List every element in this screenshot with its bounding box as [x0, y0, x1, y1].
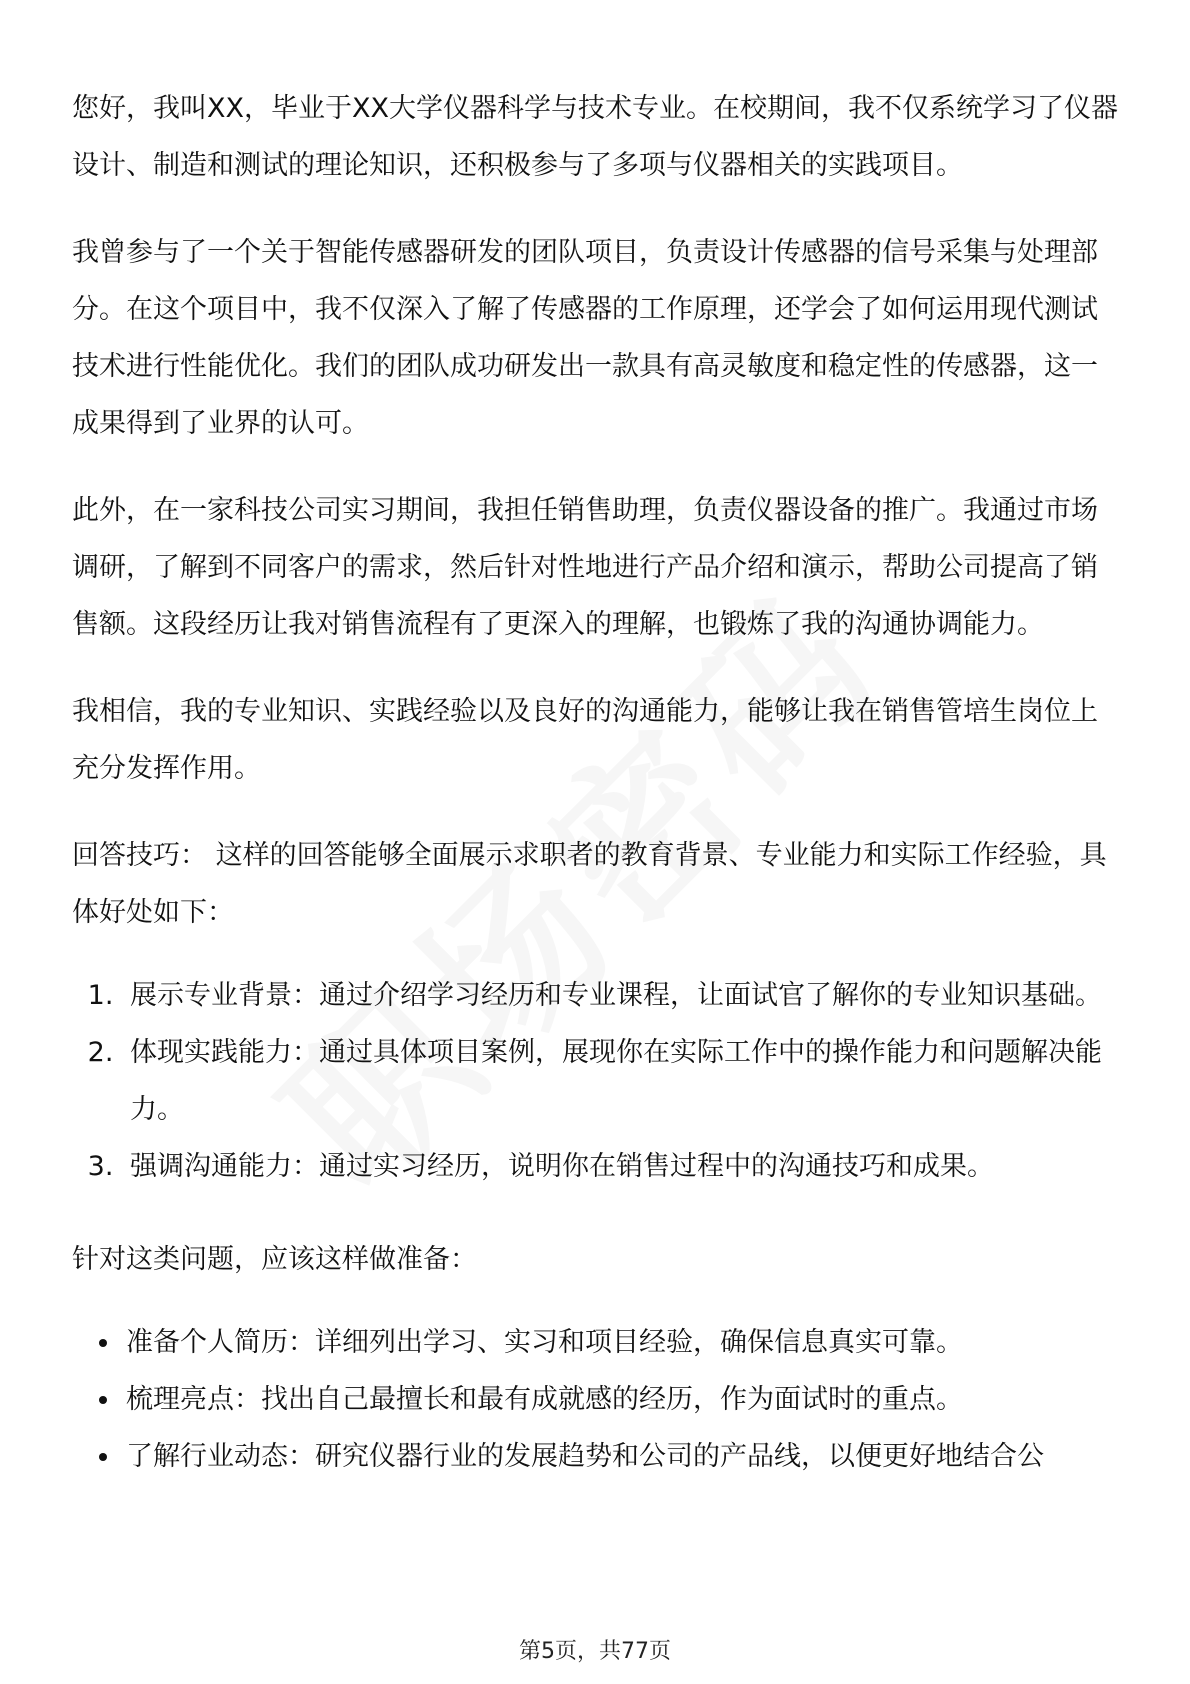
list-item: 2. 体现实践能力：通过具体项目案例，展现你在实际工作中的操作能力和问题解决能力。	[122, 1024, 1120, 1138]
paragraph-project: 我曾参与了一个关于智能传感器研发的团队项目，负责设计传感器的信号采集与处理部分。在这个项目中，我不仅深入了解了传感器的工作原理，还学会了如何运用现代测试技术进行性能优化。我们的团队成功研发出一款具有高灵敏度和稳定性的传感器，这一成果得到了业界的认可。	[72, 237, 1098, 439]
prep-intro: 针对这类问题，应该这样做准备：	[72, 1244, 477, 1275]
list-item: 1. 展示专业背景：通过介绍学习经历和专业课程，让面试官了解你的专业知识基础。	[122, 967, 1120, 1024]
paragraph-intro: 您好，我叫XX，毕业于XX大学仪器科学与技术专业。在校期间，我不仅系统学习了仪器设计、制造和测试的理论知识，还积极参与了多项与仪器相关的实践项目。	[72, 93, 1118, 181]
list-item: 3. 强调沟通能力：通过实习经历，说明你在销售过程中的沟通技巧和成果。	[122, 1138, 1120, 1195]
list-item: • 梳理亮点：找出自己最擅长和最有成就感的经历，作为面试时的重点。	[122, 1371, 1120, 1428]
paragraph-conclusion: 我相信，我的专业知识、实践经验以及良好的沟通能力，能够让我在销售管培生岗位上充分发挥作用。	[72, 696, 1098, 784]
tips-intro: 回答技巧： 这样的回答能够全面展示求职者的教育背景、专业能力和实际工作经验，具体好处如下：	[72, 840, 1107, 928]
list-item: • 准备个人简历：详细列出学习、实习和项目经验，确保信息真实可靠。	[122, 1314, 1120, 1371]
tips-list	[72, 967, 1120, 1195]
page-content	[72, 80, 1120, 1521]
page-number: 第5页，共77页	[519, 1639, 671, 1664]
prep-list	[72, 1314, 1120, 1485]
list-item: • 了解行业动态：研究仪器行业的发展趋势和公司的产品线，以便更好地结合公	[122, 1428, 1120, 1485]
paragraph-internship: 此外，在一家科技公司实习期间，我担任销售助理，负责仪器设备的推广。我通过市场调研，了解到不同客户的需求，然后针对性地进行产品介绍和演示，帮助公司提高了销售额。这段经历让我对销售流程有了更深入的理解，也锻炼了我的沟通协调能力。	[72, 495, 1098, 640]
